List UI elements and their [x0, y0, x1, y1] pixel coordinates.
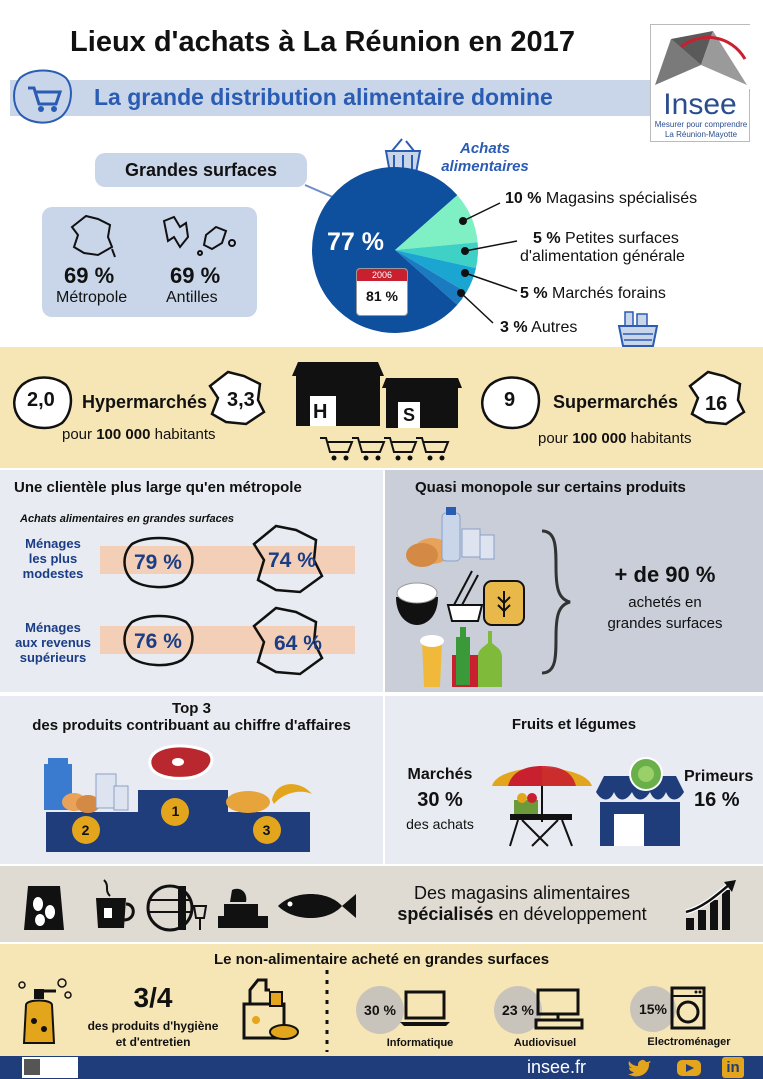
specialised-store-icons	[18, 876, 358, 936]
metropole-label: Métropole	[56, 289, 128, 306]
twitter-icon[interactable]	[628, 1058, 652, 1078]
footer-logo[interactable]	[22, 1057, 78, 1078]
pie-label-pct: 5 %	[533, 230, 561, 247]
pie-label-text: Autres	[531, 319, 578, 336]
audio-value: 23 %	[494, 986, 542, 1034]
pie-label-specialises	[505, 190, 697, 208]
hyper-reunion-value: 2,0	[27, 389, 55, 411]
super-store-letter: S	[403, 405, 416, 425]
row2-reunion-value: 76 %	[134, 630, 182, 653]
row1-label-line: les plus	[28, 551, 78, 566]
pie-label-text: Magasins spécialisés	[545, 190, 698, 207]
pie-label-autres	[500, 319, 577, 337]
washing-machine-icon	[668, 986, 708, 1032]
fruits-title: Fruits et légumes	[511, 716, 637, 733]
audio-label: Audiovisuel	[513, 1037, 577, 1049]
specialises-rest: en développement	[493, 904, 647, 924]
hyper-per-habitants	[62, 426, 215, 443]
row1-reunion-value: 79 %	[134, 551, 182, 574]
top3-title-line: Top 3	[172, 700, 211, 717]
tagline-line-1: Mesurer pour comprendre	[654, 120, 748, 129]
row1-label-line: modestes	[22, 566, 84, 581]
reunion-cart-icon	[10, 66, 76, 126]
hygiene-value: 3/4	[133, 982, 173, 1013]
podium-1: 1	[171, 803, 180, 819]
antilles-label: Antilles	[166, 289, 218, 306]
super-label: Supermarchés	[553, 392, 679, 412]
pie-label-text: Petites surfaces	[565, 230, 679, 247]
calendar-year: 2006	[357, 269, 407, 281]
row2-france-value: 64 %	[274, 632, 322, 655]
podium-3: 3	[262, 822, 271, 838]
hygiene-text	[70, 1018, 236, 1050]
tv-icon	[532, 988, 586, 1034]
metropole-value: 69 %	[64, 263, 115, 288]
row2-label-line: supérieurs	[19, 650, 87, 665]
antilles-value: 69 %	[170, 263, 221, 288]
pie-label-petites-surfaces	[533, 230, 679, 248]
electro-value: 15%	[630, 986, 676, 1032]
row1-label	[12, 536, 94, 581]
per-number: 100 000	[96, 426, 151, 443]
super-reunion-value: 9	[504, 389, 516, 411]
specialises-text	[382, 883, 662, 925]
top3-title-line: des produits contribuant au chiffre d'affaires	[32, 717, 351, 734]
super-france-value: 16	[705, 393, 728, 415]
antilles-map-icon	[160, 213, 240, 259]
per-number: 100 000	[572, 430, 627, 447]
info-label: Informatique	[386, 1037, 454, 1049]
clientele-title: Une clientèle plus large qu'en métropole	[14, 479, 302, 496]
row2-label-line: aux revenus	[15, 635, 91, 650]
pie-leader-lines	[455, 195, 525, 335]
row2-label	[12, 620, 94, 665]
pie-label-marches	[520, 285, 666, 303]
super-per-habitants	[538, 430, 691, 447]
non-alimentaire-title: Le non-alimentaire acheté en grandes surfaces	[213, 951, 550, 968]
insee-logo-word: Insee	[663, 88, 737, 121]
marches-text: des achats	[406, 816, 474, 832]
row1-label-line: Ménages	[25, 536, 81, 551]
info-value: 30 %	[356, 986, 404, 1034]
market-umbrella-icon	[488, 756, 596, 848]
per-text: pour	[62, 426, 97, 443]
pie-label-petites-surfaces-2: d'alimentation générale	[520, 248, 685, 265]
pie-label-text: Marchés forains	[552, 285, 666, 302]
row2-label-line: Ménages	[25, 620, 81, 635]
calendar-value: 81 %	[366, 288, 398, 304]
primeurs-label: Primeurs	[684, 768, 754, 785]
dotted-divider	[322, 968, 332, 1054]
page-title: Lieux d'achats à La Réunion en 2017	[70, 26, 575, 58]
primeur-shop-icon	[592, 756, 688, 848]
footer-logo-icon	[22, 1057, 42, 1077]
clientele-subtitle: Achats alimentaires en grandes surfaces	[20, 513, 234, 525]
specialises-bold: spécialisés	[397, 904, 494, 924]
pie-label-pct: 3 %	[500, 319, 528, 336]
grandes-surfaces-label: Grandes surfaces	[95, 153, 307, 187]
specialises-text-line: Des magasins alimentaires	[413, 883, 631, 903]
cleaning-products-icon	[236, 974, 302, 1040]
monopole-title: Quasi monopole sur certains produits	[415, 479, 686, 496]
hygiene-text-line: des produits d'hygiène	[87, 1019, 219, 1033]
top3-title	[0, 700, 383, 734]
comparison-box	[42, 207, 257, 317]
marches-value: 30 %	[417, 789, 463, 811]
youtube-icon[interactable]	[676, 1058, 702, 1078]
hygiene-text-line: et d'entretien	[115, 1035, 191, 1049]
insee-logo-tagline	[650, 120, 752, 140]
pie-label-pct: 5 %	[520, 285, 548, 302]
per-text: pour	[538, 430, 573, 447]
laptop-icon	[400, 988, 450, 1028]
row1-france-value: 74 %	[268, 549, 316, 572]
brace-icon	[536, 527, 576, 677]
calendar-icon	[356, 268, 408, 316]
monopole-text-line: grandes surfaces	[607, 615, 723, 632]
monopole-text-line: achetés en	[628, 594, 702, 611]
per-text: habitants	[626, 430, 692, 447]
linkedin-icon[interactable]: in	[722, 1057, 744, 1078]
insee-logo-graphic	[651, 25, 751, 89]
growth-chart-icon	[682, 878, 740, 932]
podium-2: 2	[81, 822, 90, 838]
insee-site-link[interactable]: insee.fr	[527, 1057, 587, 1077]
pie-title-line-2: alimentaires	[441, 158, 529, 175]
monopole-text	[575, 592, 755, 634]
pie-main-value: 77 %	[327, 228, 384, 256]
products-icons	[392, 505, 542, 690]
hyper-label: Hypermarchés	[82, 392, 208, 412]
per-text: habitants	[150, 426, 216, 443]
specialises-text-line-2	[382, 904, 662, 925]
page-subtitle: La grande distribution alimentaire domine	[94, 84, 553, 110]
pie-title-line-1: Achats	[459, 140, 511, 157]
monopole-value: + de 90 %	[614, 562, 716, 587]
primeurs-value: 16 %	[694, 789, 740, 811]
marches-label: Marchés	[407, 766, 473, 783]
electro-label: Electroménager	[647, 1036, 731, 1048]
grocery-basket-icon	[615, 310, 661, 350]
pie-label-pct: 10 %	[505, 190, 542, 207]
france-map-icon	[68, 213, 118, 259]
hyper-france-value: 3,3	[227, 389, 255, 411]
tagline-line-2: La Réunion-Mayotte	[664, 130, 738, 139]
soap-bottle-icon	[14, 975, 76, 1047]
hyper-store-letter: H	[313, 401, 328, 423]
